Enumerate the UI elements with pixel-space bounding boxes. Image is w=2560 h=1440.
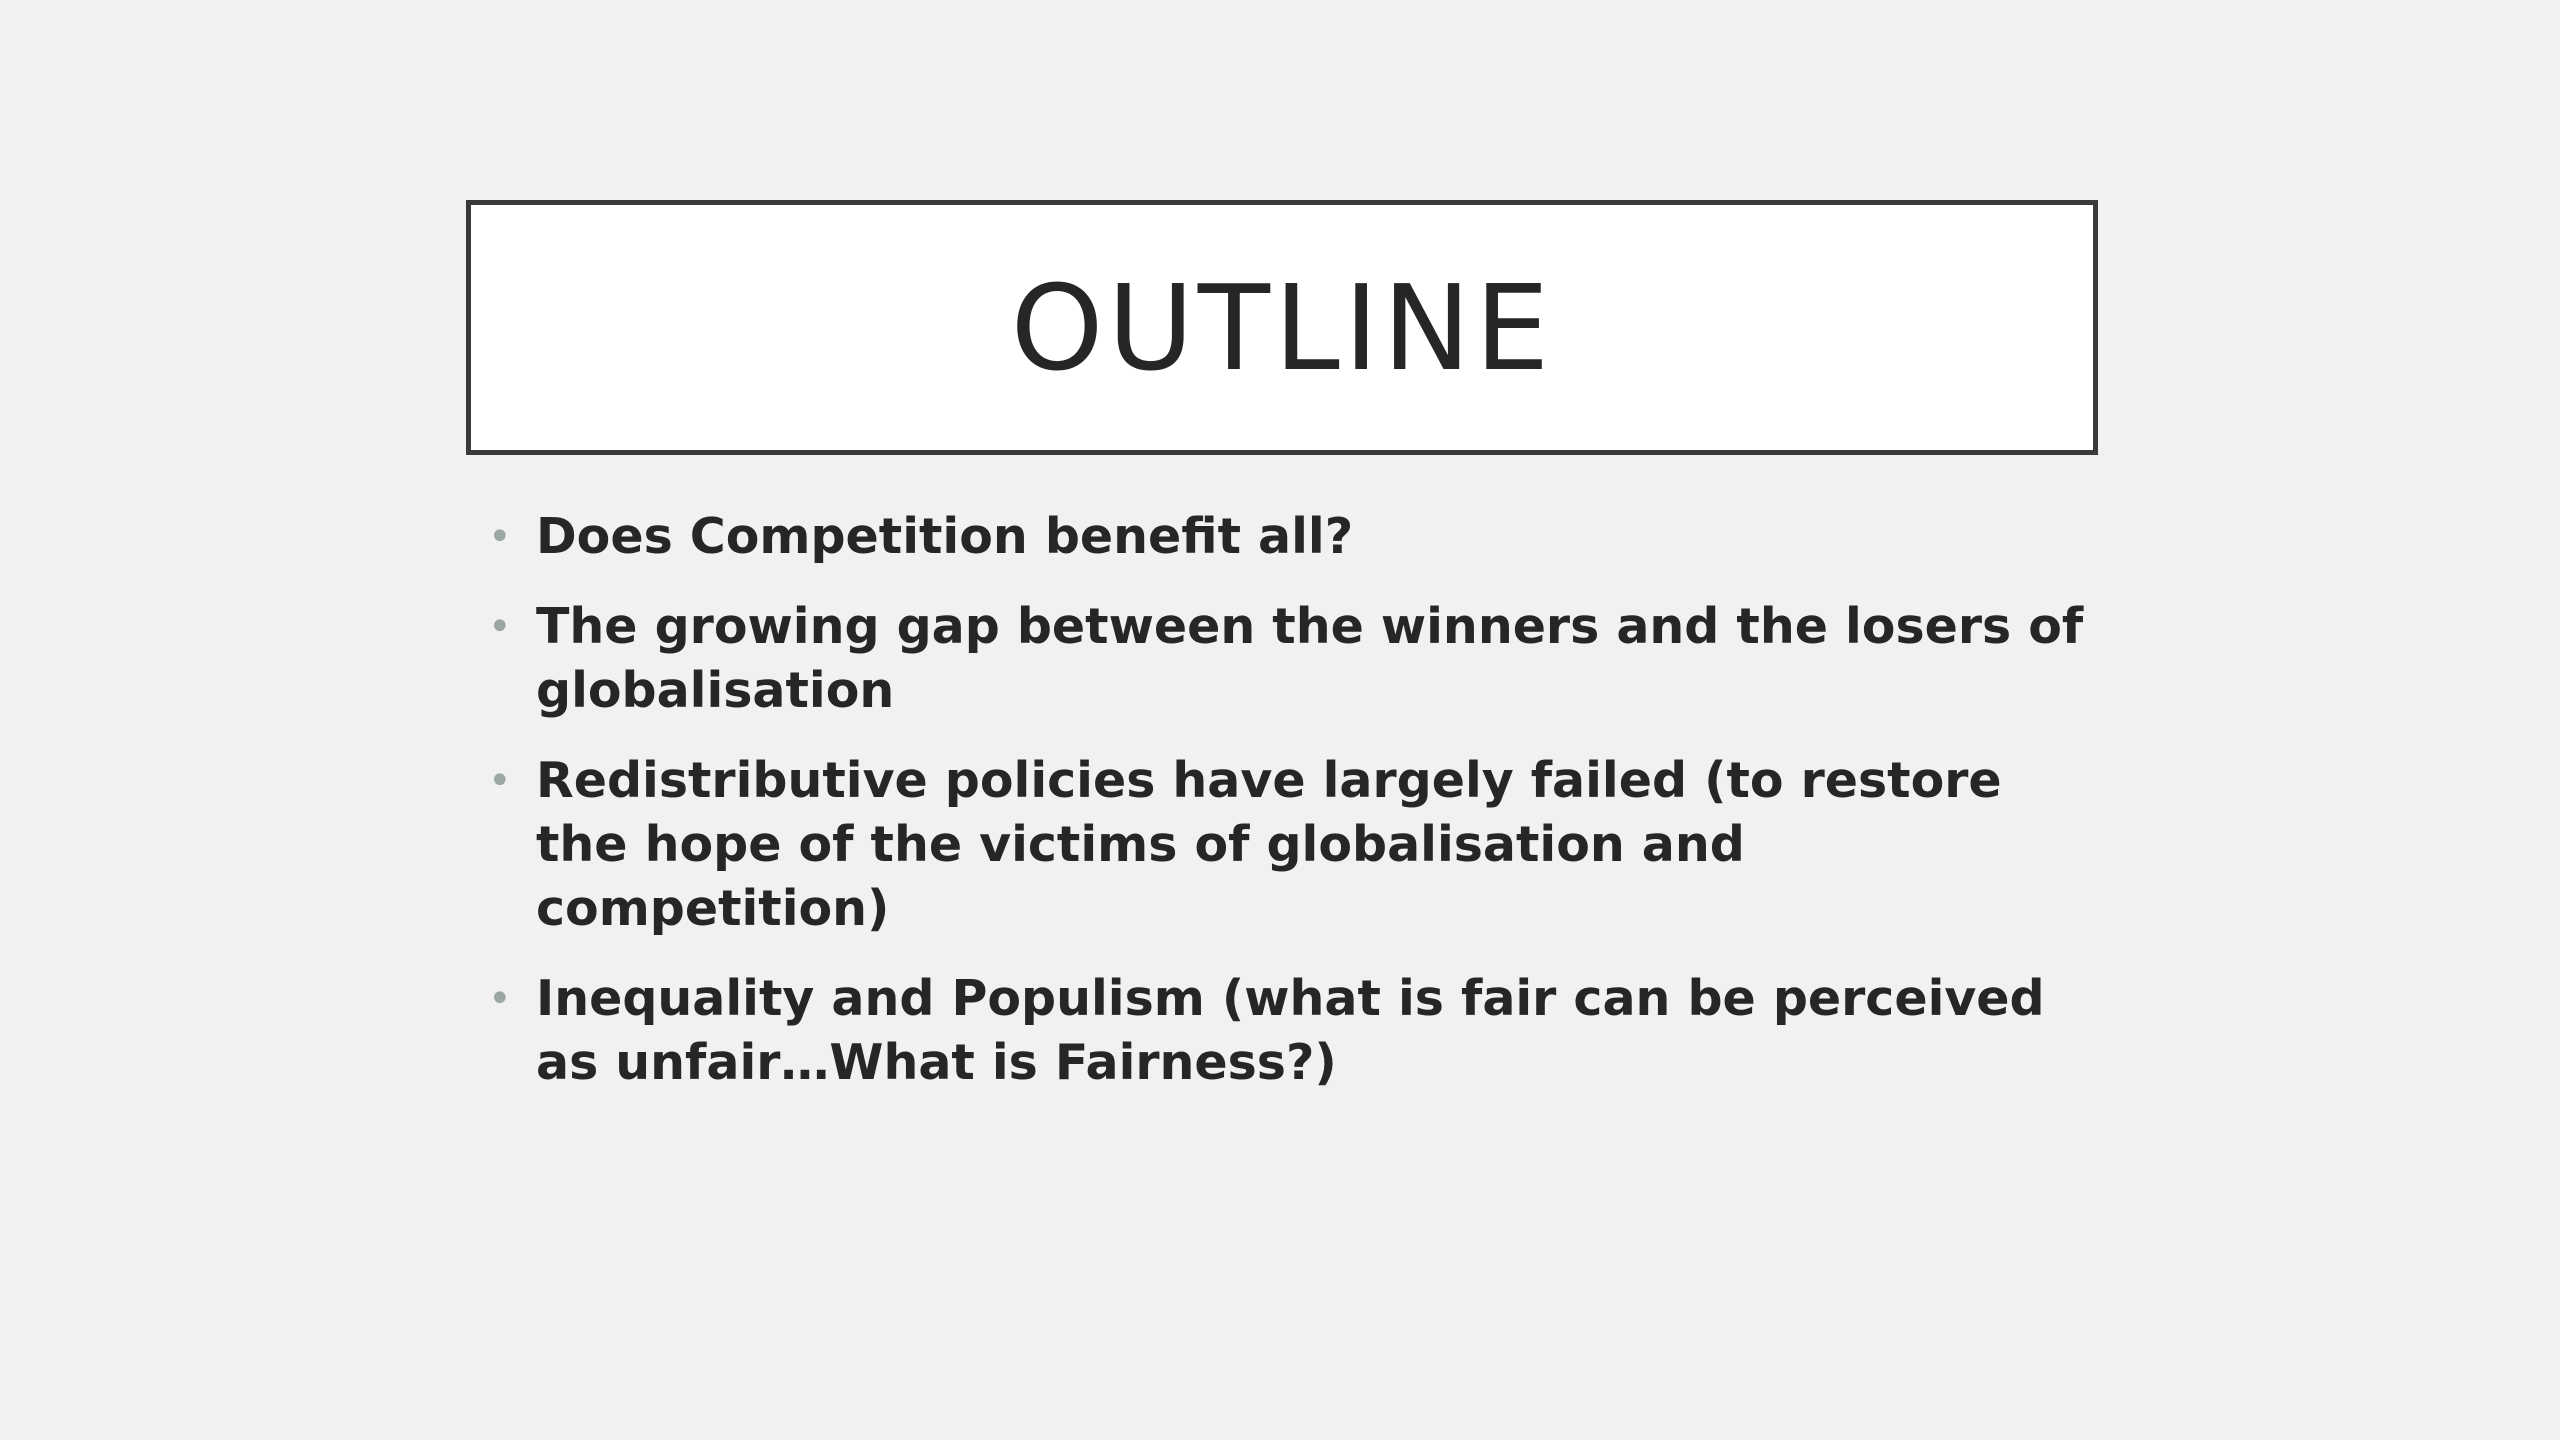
bullet-dot-icon: •: [488, 514, 512, 560]
bullet-list: [480, 505, 2100, 1121]
bullet-text: Inequality and Populism (what is fair can be perceived as unfair…What is Fairness?): [536, 970, 2045, 1091]
bullet-dot-icon: •: [488, 976, 512, 1022]
bullet-item: [480, 967, 2100, 1095]
bullet-text: Does Competition benefit all?: [536, 508, 1354, 565]
bullet-item: [480, 595, 2100, 723]
title-box: [466, 200, 2098, 455]
bullet-text: Redistributive policies have largely failed (to restore the hope of the victims of globalisation and competition): [536, 752, 2002, 937]
bullet-dot-icon: •: [488, 758, 512, 804]
bullet-dot-icon: •: [488, 604, 512, 650]
bullet-item: [480, 505, 2100, 569]
bullet-item: [480, 749, 2100, 941]
slide-title: OUTLINE: [1010, 258, 1554, 397]
bullet-text: The growing gap between the winners and the losers of globalisation: [536, 598, 2084, 719]
